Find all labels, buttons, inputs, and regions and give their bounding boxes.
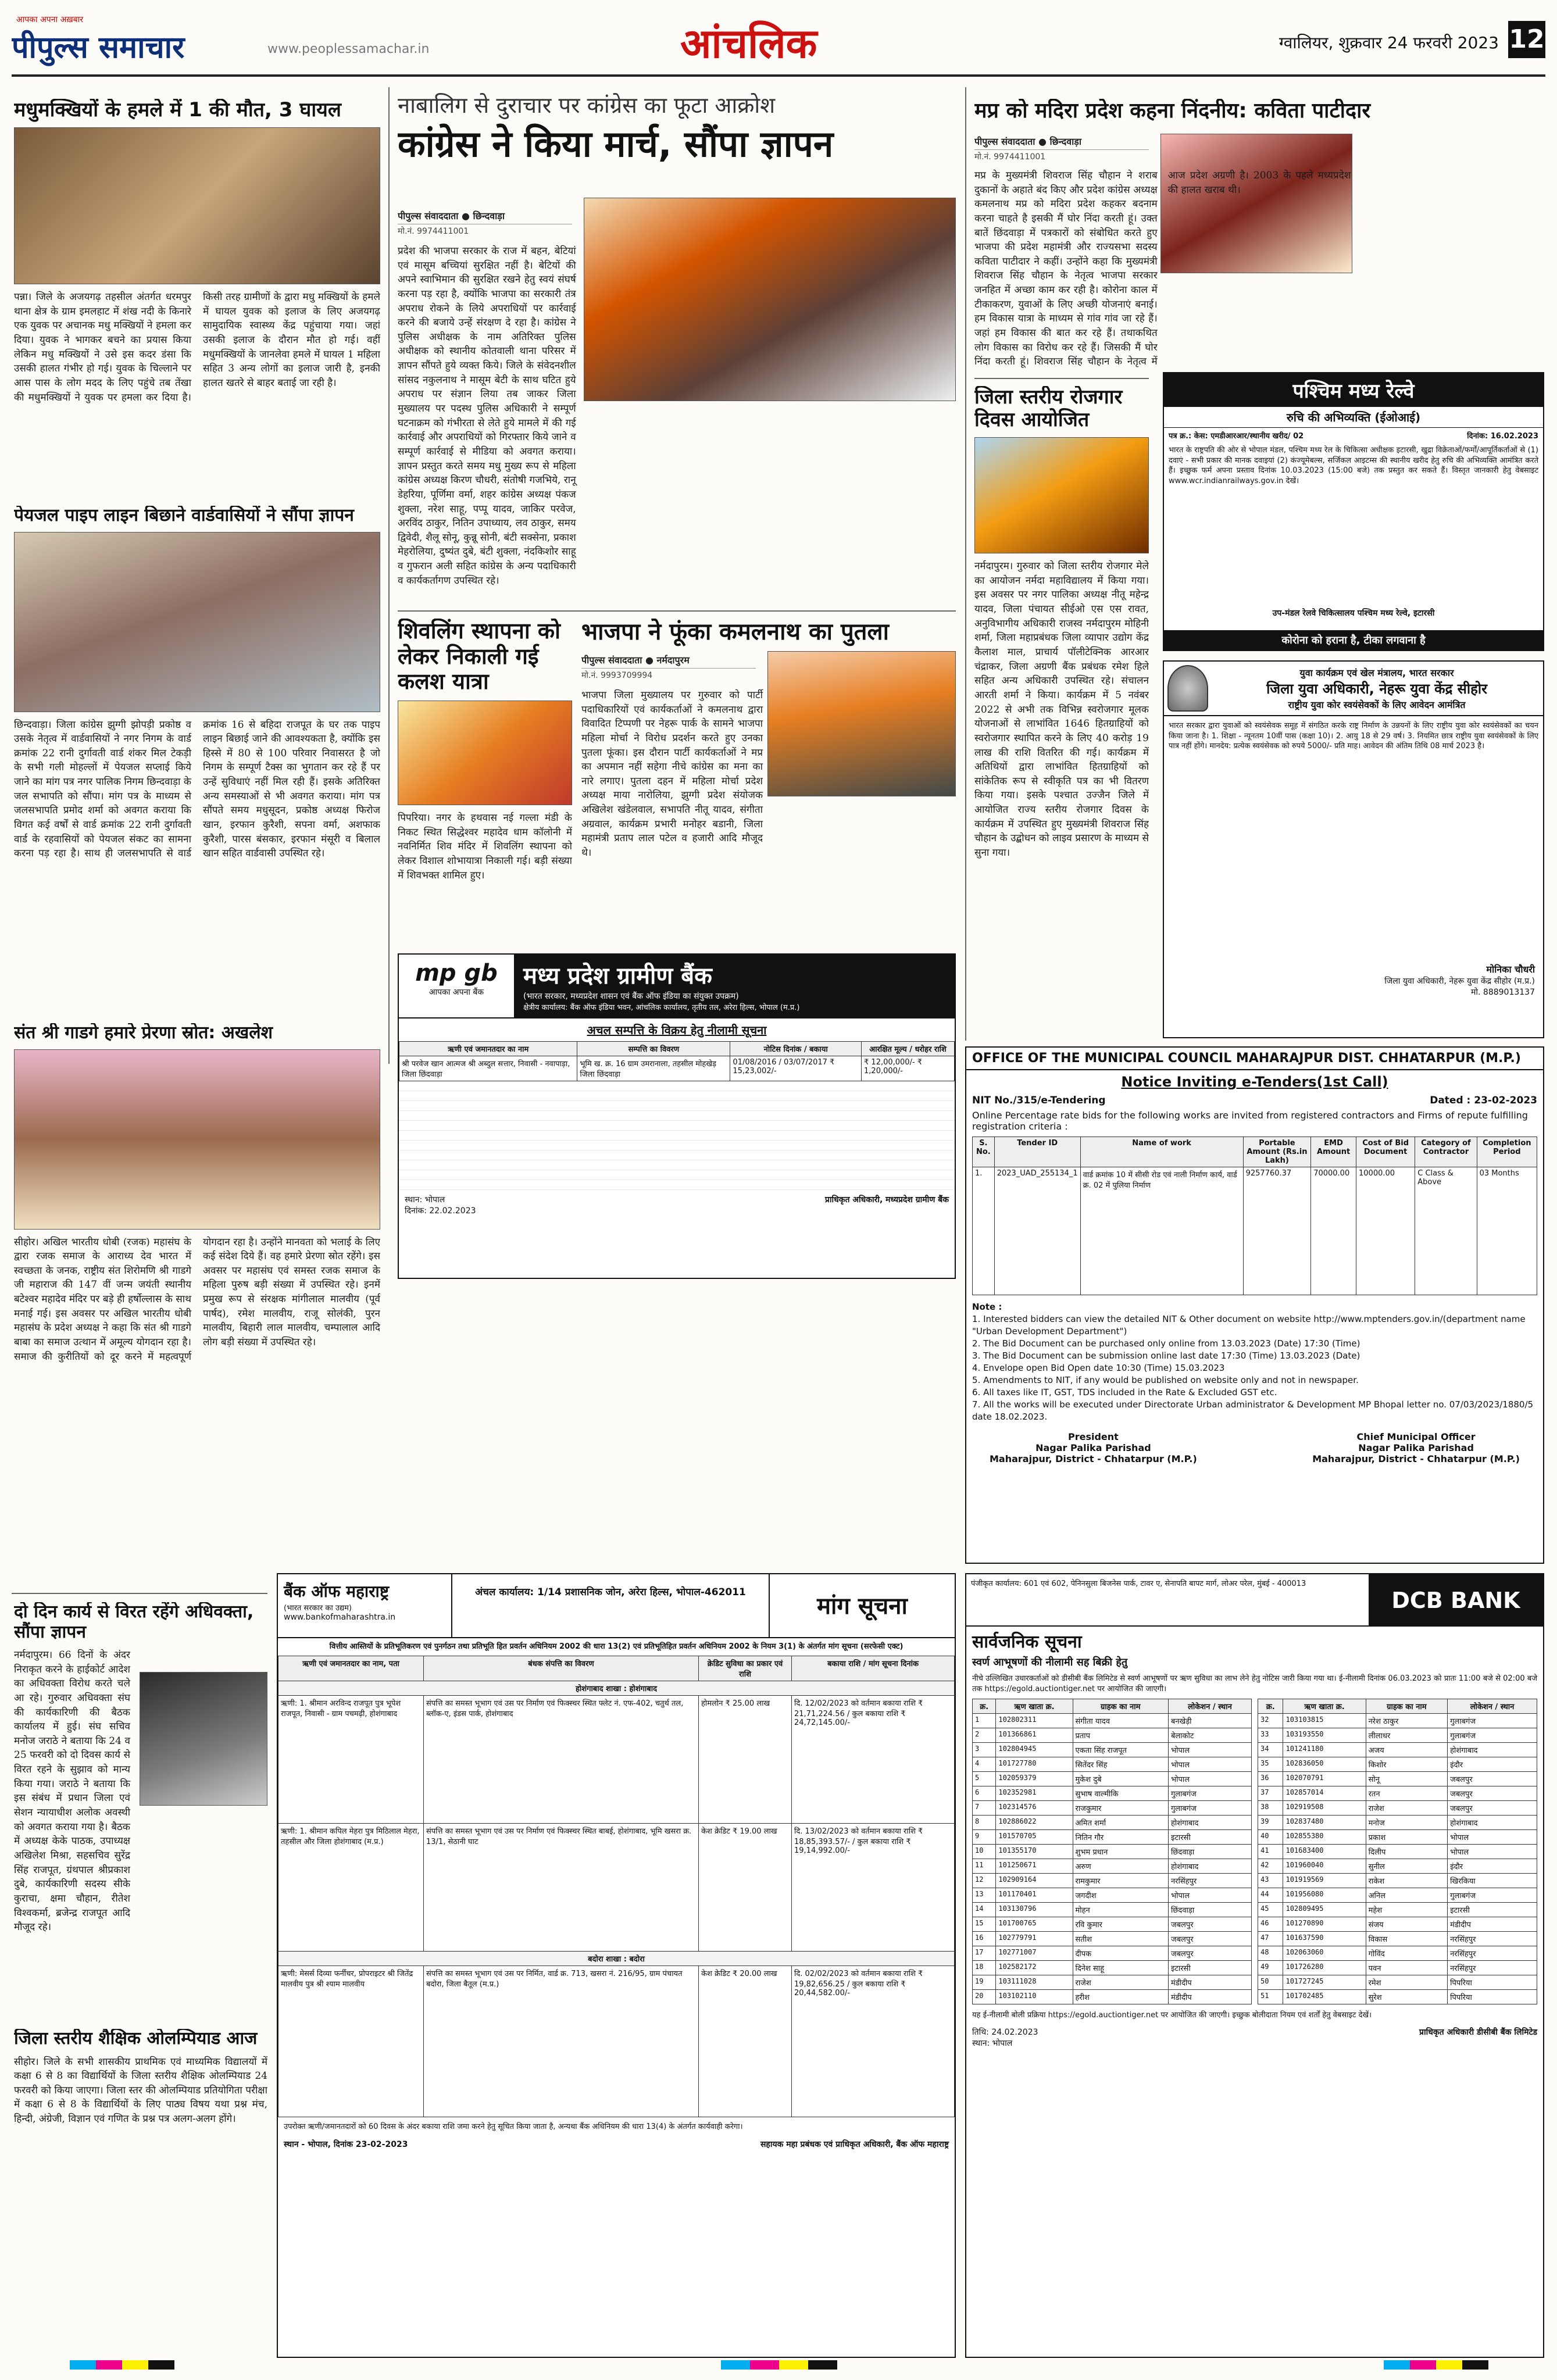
- tender-note: 4. Envelope open Bid Open date 10:30 (Time) 15.03.2023: [972, 1363, 1225, 1373]
- table-row: 3 102804945 एकता सिंह राजपूत भोपाल: [973, 1743, 1252, 1757]
- bank-logo: बैंक ऑफ महाराष्ट्र: [284, 1582, 390, 1601]
- story-kalash-yatra: [398, 619, 572, 944]
- story-body: नर्मदापुरम। 66 दिनों के अंदर निराकृत करने के हाईकोर्ट आदेश का अधिवक्ता विरोध करते चले आ रहे। गुरुवार अधिवक्ता संघ की कार्यकारिणी की बैठक कार्यालय में हुई। संघ सचिव मनोज जराठे ने बताया कि 24 व 25 फरवरी को दो दिवस कार्य से विरत रहने के सुझाव को मान्य किया गया। जराठे ने बताया कि इस संबंध में प्रधान जिला एवं सेशन न्यायाधीश अलोक अवस्थी को अवगत कराया गया है। बैठक में अध्यक्ष केके पाठक, उपाध्यक्ष अखिलेश मिश्रा, सहसचिव सुरेंद्र सिंह राजपूत, ग्रंथपाल श्रीप्रकाश दुबे, कार्यकारिणी सदस्य सीके कुराचा, क्षमा चौहान, रीतेश विश्वकर्मा, ब्रजेन्द्र राजपूत आदि मौजूद रहे।: [14, 1649, 130, 1934]
- table-row: 6 102352981 सुभाष वाल्मीकि गुलाबगंज: [973, 1786, 1252, 1801]
- byline: पीपुल्स संवाददाता ● छिन्दवाड़ा: [398, 209, 572, 224]
- table-row: ऋणी: मेसर्स दिव्या फर्नीचर, प्रोपराइटर श्री जितेंद्र मालवीय पुत्र श्री श्याम मालवीय संपत्ति का समस्त भूभाग एवं उस पर निर्मित, वार्ड क्र. 713, खसरा नं. 216/95, ग्राम पंचायत बदोरा, जिला बैतूल (म.प्र.) केश क्रेडिट ₹ 20.00 लाख दि. 02/02/2023 को वर्तमान बकाया राशि ₹ 19,82,656.25 / कुल बकाया राशि ₹ 20,44,582.00/-: [278, 1966, 955, 2117]
- table-row: 39 102837480 मनोज होशंगाबाद: [1258, 1816, 1537, 1830]
- table-row: 10 101355170 शुभम प्रधान छिंदवाड़ा: [973, 1845, 1252, 1859]
- story-employment-fair: [974, 386, 1149, 1031]
- table-row: 20 103102110 हरीश मंडीदीप: [973, 1990, 1252, 2004]
- story-sant-gadge: [14, 1023, 380, 1570]
- bank-logo: mp gb: [415, 960, 498, 987]
- table-row: 45 102809495 महेश इटारसी: [1258, 1903, 1537, 1917]
- bank-title: मध्य प्रदेश ग्रामीण बैंक: [523, 963, 712, 989]
- story-headline: संत श्री गाडगे हमारे प्रेरणा स्रोत: अखलेश: [14, 1023, 273, 1043]
- story-effigy-burning: [581, 619, 956, 944]
- story-body: मप्र के मुख्यमंत्री शिवराज सिंह चौहान ने शराब दुकानों के अहाते बंद किए और प्रदेश कांग्रेस अध्यक्ष कमलनाथ मप्र को मदिरा प्रदेश कहकर बदनाम करना चाहते है इसकी मैं घोर निंदा करती हूं। उक्त बातें छिंदवाड़ा में पत्रकारों को संबोधित करते हुए भाजपा की प्रदेश महामंत्री और राज्यसभा सदस्य कविता पाटीदार ने कहीं। उन्होंने कहा कि मुख्यमंत्री शिवराज सिंह चौहान के नेतृत्व भाजपा सरकार जनहित में अच्छा काम कर रही है। कोरोना काल में टीकाकरण, युवाओं के लिए अच्छी योजनाएं बनाई। हम विकास यात्रा के माध्यम से गांव गांव जा रहे हैं। जहां हम विकास की बात कर रहे हैं। तथाकथित लोग विकास का विरोध कर रहे हैं। जिसकी मैं घोर निंदा करती हूं। शिवराज सिंह चौहान के नेतृत्व में आज प्रदेश अग्रणी है। 2003 के पहले मध्यप्रदेश की हालत खराब थी।: [974, 170, 1351, 368]
- table-row: 33 103193550 लीलाधर गुलाबगंज: [1258, 1728, 1537, 1743]
- table-row: 49 101726280 पवन नरसिंहपुर: [1258, 1961, 1537, 1975]
- table-row: 8 102886022 अमित शर्मा होशंगाबाद: [973, 1816, 1252, 1830]
- story-headline: दो दिन कार्य से विरत रहेंगे अधिवक्ता, सौंपा ज्ञापन: [14, 1602, 254, 1642]
- table-row: 32 103103815 नरेश ठाकुर गुलाबगंज: [1258, 1714, 1537, 1728]
- story-headline: भाजपा ने फूंका कमलनाथ का पुतला: [581, 619, 889, 645]
- ad-mp-gramin-bank: mp gb आपका अपना बैंक मध्य प्रदेश ग्रामीण बैंक (भारत सरकार, मध्यप्रदेश शासन एवं बैंक ऑफ इंडिया का संयुक्त उपक्रम) क्षेत्रीय कार्यालय: बैंक ऑफ इंडिया भवन, आंचलिक कार्यालय, तृतीय तल, अरेरा हिल्स, भोपाल (म.प्र.) अचल सम्पत्ति के विक्रय हेतु नीलामी सूचना ऋणी एवं जमानतदार का नाम सम्पत्ति का विवरण नोटिस दिनांक / बकाया आरक्षित मूल्य / धरोहर राशि श्री परवेज खान आत्मज श्री अब्दुल सत्तार, निवासी - नवापाड़ा, जिला छिंदवाड़ा भूमि ख. क्र. 16 ग्राम उमरानाला, तहसील मोहखेड़ जिला छिंदवाड़ा 01/08/2016 / 03/07/2017 ₹ 15,23,002/- ₹ 12,00,000/- ₹ 1,20,000/- स्थान: भोपाल दिनांक: 22.02.2023 प्राधिकृत अधिकारी, मध्यप्रदेश ग्रामीण बैंक: [398, 953, 956, 1279]
- auction-table: ऋणी एवं जमानतदार का नाम सम्पत्ति का विवरण नोटिस दिनांक / बकाया आरक्षित मूल्य / धरोहर राशि श्री परवेज खान आत्मज श्री अब्दुल सत्तार, निवासी - नवापाड़ा, जिला छिंदवाड़ा भूमि ख. क्र. 16 ग्राम उमरानाला, तहसील मोहखेड़ जिला छिंदवाड़ा 01/08/2016 / 03/07/2017 ₹ 15,23,002/- ₹ 12,00,000/- ₹ 1,20,000/-: [399, 1041, 955, 1081]
- table-row: 35 102836050 किशोर इंदौर: [1258, 1757, 1537, 1772]
- registration-bar: [70, 2360, 174, 2370]
- table-row: 47 101637590 विकास नरसिंहपुर: [1258, 1932, 1537, 1946]
- table-row: 11 101250671 अरुण होशंगाबाद: [973, 1859, 1252, 1874]
- tender-note: 2. The Bid Document can be purchased only online from 13.03.2023 (Date) 17:30 (Time): [972, 1338, 1360, 1349]
- dcb-logo: DCB BANK: [1369, 1574, 1543, 1625]
- story-bee-attack: [14, 99, 380, 483]
- table-row: 46 101270890 संजय मंडीदीप: [1258, 1917, 1537, 1932]
- story-body: सीहोर। अखिल भारतीय धोबी (रजक) महासंघ के द्वारा रजक समाज के आराध्य देव भारत में स्वच्छता के जनक, राष्ट्रीय संत शिरोमणि श्री गाडगे जी महाराज की 147 वीं जन्म जयंती स्थानीय बटेश्वर महादेव मंदिर पर बड़े ही हर्षोल्लास के साथ मनाई गई। इस अवसर पर अखिल भारतीय धोबी महासंघ के प्रदेश अध्यक्ष ने कहा कि संत श्री गाडगे बाबा का समाज उत्थान में अमूल्य योगदान रहा है। समाज की कुरीतियों को दूर करने में महत्वपूर्ण योगदान रहा है। उन्होंने मानवता को भलाई के लिए कई संदेश दिये हैं। वह हमारे प्रेरणा स्रोत रहेंगे। इस अवसर पर महासंघ एवं समस्त रजक समाज के महिला पुरुष बड़ी संख्या में उपस्थित रहे। इनमें प्रमुख रूप से संरक्षक मांगीलाल मालवीय (पूर्व पार्षद), रमेश मालवीय, राजू सोलंकी, पुरन मालवीय, बिहारी लाल मालवीय, चम्पालाल आदि लोग बड़ी संख्या में उपस्थित रहे।: [14, 1236, 380, 1363]
- tender-table: S. No. Tender ID Name of work Portable Amount (Rs.in Lakh) EMD Amount Cost of Bid Document Category of Contractor Completion Period 1. 2023_UAD_255134_1 वार्ड क्रमांक 10 में सीसी रोड एवं नाली निर्माण कार्य, वार्ड क्र. 02 में पुलिया निर्माण 9257760.37 70000.00 10000.00 C Class & Above 03 Months: [972, 1137, 1537, 1295]
- table-row: 44 101956080 अनिल गुलाबगंज: [1258, 1888, 1537, 1903]
- table-row: 36 102070791 सोनू जबलपुर: [1258, 1772, 1537, 1786]
- story-headline: जिला स्तरीय रोजगार दिवस आयोजित: [974, 386, 1123, 432]
- table-row: 16 102779791 सतीश जबलपुर: [973, 1932, 1252, 1946]
- table-row: 38 102919508 राजेश जबलपुर: [1258, 1801, 1537, 1816]
- masthead-rule: [12, 74, 1545, 77]
- website-link[interactable]: www.peoplessamachar.in: [267, 42, 430, 56]
- story-body: सीहोर। जिले के सभी शासकीय प्राथमिक एवं माध्यमिक विद्यालयों में कक्षा 6 से 8 का विद्यार्थियों के जिला स्तरीय शैक्षिक ओलम्पियाड 24 फरवरी को किया जाएगा। जिला स्तर की ओलम्पियाड प्रतियोगिता परीक्षा में कक्षा 6 से 8 के विद्यार्थियों के लिए पाठ्य विषय यथा प्रश्न मंच, हिन्दी, अंग्रेजी, विज्ञान एवं गणित के प्रश्न पत्र अलग-अलग होंगे।: [14, 2056, 267, 2125]
- tender-office: OFFICE OF THE MUNICIPAL COUNCIL MAHARAJPUR DIST. CHHATARPUR (M.P.): [966, 1048, 1543, 1070]
- story-headline: मधुमक्खियों के हमले में 1 की मौत, 3 घायल: [14, 99, 341, 121]
- byline-phone: मो.नं. 9974411001: [974, 152, 1046, 162]
- story-kicker: नाबालिग से दुराचार पर कांग्रेस का फूटा आक्रोश: [398, 93, 776, 118]
- byline-phone: मो.नं. 9993709994: [581, 671, 653, 680]
- story-headline: कांग्रेस ने किया मार्च, सौंपा ज्ञापन: [398, 122, 834, 165]
- story-body: नर्मदापुरम। गुरुवार को जिला स्तरीय रोजगार मेले का आयोजन नर्मदा महाविद्यालय में किया गया। इस अवसर पर नगर पालिका अध्यक्ष नीतू महेन्द्र यादव, जिला पंचायत सीईओ एस एस रावत, अनुविभागीय अधिकारी राजस्व नर्मदापुरम मोहिनी शर्मा, जिला महाप्रबंधक जिला व्यापार उद्योग केंद्र कैलाश माल, प्राचार्य पॉलीटेक्निक आरआर चंद्राकर, जिला अग्रणी बैंक प्रबंधक रमेश हिले सहित अन्य अधिकारी उपस्थित रहे। संचालन आरती शर्मा ने किया। कार्यक्रम में 5 नवंबर 2022 से अभी तक विभिन्न स्वरोजगार मूलक योजनाओं से लाभांवित 1646 हितग्राहियों को स्वरोजगार स्थापित करने के लिए 40 करोड़ 19 लाख की राशि वितरित की गई। कार्यक्रम में अतिथियों द्वारा लाभांवित हितग्राहियों को सांकेतिक रूप से स्वीकृति पत्र का भी वितरण किया गया। इसके पश्चात उज्जैन जिले में आयोजित राज्य स्तरीय रोजगार दिवस के कार्यक्रम में उपस्थित हुए मुख्यमंत्री शिवराज सिंह चौहान के उद्बोधन को लाइव प्रसारण के माध्यम से सुना गया।: [974, 560, 1149, 859]
- tender-note: 6. All taxes like IT, GST, TDS included in the Rate & Excluded GST etc.: [972, 1387, 1277, 1398]
- photo-kalash-yatra: [398, 701, 572, 805]
- story-body: पन्ना। जिले के अजयगढ़ तहसील अंतर्गत धरमपुर थाना क्षेत्र के ग्राम इमलहाट में शंख नदी के किनारे एक युवक पर अचानक मधु मक्खियों ने हमला कर दिया। युवक ने भागकर बचने का प्रयास किया लेकिन मधु मक्खियों ने उसे इस कदर डंसा कि उसकी हालत गंभीर हो गई। युवक के चिल्लाने पर आस पास के लोग मदद के लिए पहुंचे तब तेंखा की मधुमक्खियों ने युवक पर हमला कर दिया है। किसी तरह ग्रामीणों के द्वारा मधु मक्खियों के हमले में घायल युवक को इलाज के लिए अजयगढ़ सामुदायिक स्वास्थ्य केंद्र पहुंचाया गया। जहां उसकी इलाज के दौरान मौत हो गई। वहीं मधुमक्खियों के जानलेवा हमले में घायल 1 महिला सहित 3 अन्य लोगों का इलाज जारी है, इनकी हालत खतरे से बाहर बताई जा रही है।: [14, 291, 380, 403]
- table-row: 15 101700765 रवि कुमार जबलपुर: [973, 1917, 1252, 1932]
- tender-title: Notice Inviting e-Tenders(1st Call): [1121, 1074, 1388, 1090]
- demand-table: ऋणी एवं जमानतदार का नाम, पता बंधक संपत्ति का विवरण क्रेडिट सुविधा का प्रकार एवं राशि बकाया राशि / मांग सूचना दिनांक होशंगाबाद शाखा : होशंगाबाद ऋणी: 1. श्रीमान अरविन्द राजपूत पुत्र भूपेश राजपूत, निवासी - ग्राम पचमढ़ी, होशंगाबाद संपत्ति का समस्त भूभाग एवं उस पर निर्माण एवं फिक्स्चर स्थित फ्लेट नं. एफ-402, चतुर्थ तल, ब्लॉक-ए, इंडस पार्क, होशंगाबाद होमलोन ₹ 25.00 लाख दि. 12/02/2023 को वर्तमान बकाया राशि ₹ 21,71,224.56 / कुल बकाया राशि ₹ 24,72,145.00/- ऋणी: 1. श्रीमान कपिल मेहरा पुत्र मिठिलाल मेहरा, तहसील और जिला होशंगाबाद (म.प्र.) संपत्ति का समस्त भूभाग एवं उस पर निर्माण एवं फिक्स्चर स्थित बाबई, होशंगाबाद, भूमि खसरा क्र. 13/1, सेठानी घाट केश क्रेडिट ₹ 19.00 लाख दि. 13/02/2023 को वर्तमान बकाया राशि ₹ 18,85,393.57/- / कुल बकाया राशि ₹ 19,14,992.00/- बदोरा शाखा : बदोरा ऋणी: मेसर्स दिव्या फर्नीचर, प्रोपराइटर श्री जितेंद्र मालवीय पुत्र श्री श्याम मालवीय संपत्ति का समस्त भूभाग एवं उस पर निर्मित, वार्ड क्र. 713, खसरा नं. 216/95, ग्राम पंचायत बदोरा, जिला बैतूल (म.प्र.) केश क्रेडिट ₹ 20.00 लाख दि. 02/02/2023 को वर्तमान बकाया राशि ₹ 19,82,656.25 / कुल बकाया राशि ₹ 20,44,582.00/-: [278, 1656, 955, 2117]
- table-row: ऋणी: 1. श्रीमान अरविन्द राजपूत पुत्र भूपेश राजपूत, निवासी - ग्राम पचमढ़ी, होशंगाबाद संपत्ति का समस्त भूभाग एवं उस पर निर्माण एवं फिक्स्चर स्थित फ्लेट नं. एफ-402, चतुर्थ तल, ब्लॉक-ए, इंडस पार्क, होशंगाबाद होमलोन ₹ 25.00 लाख दि. 12/02/2023 को वर्तमान बकाया राशि ₹ 21,71,224.56 / कुल बकाया राशि ₹ 24,72,145.00/-: [278, 1695, 955, 1823]
- table-row: 19 103111028 राजेश मंडीदीप: [973, 1975, 1252, 1990]
- notice-title: सार्वजनिक सूचना: [972, 1632, 1082, 1652]
- tender-note: 1. Interested bidders can view the detailed NIT & Other document on website http://www.mptenders.gov.in/(department name "Urban Development Department"): [972, 1314, 1526, 1336]
- railway-slogan: कोरोना को हराना है, टीका लगवाना है: [1164, 630, 1543, 650]
- page-number: 12: [1508, 21, 1545, 58]
- table-row: 34 101241180 अजय होशंगाबाद: [1258, 1743, 1537, 1757]
- ad-municipal-tender: OFFICE OF THE MUNICIPAL COUNCIL MAHARAJPUR DIST. CHHATARPUR (M.P.) Notice Inviting e-Tenders(1st Call) NIT No./315/e-Tendering Dated : 23-02-2023 Online Percentage rate bids for the following works are invited from registered contractors and Firms of repute fulfilling registration criteria : S. No. Tender ID Name of work Portable Amount (Rs.in Lakh) EMD Amount Cost of Bid Document Category of Contractor Completion Period 1. 2023_UAD_255134_1 वार्ड क्रमांक 10 में सीसी रोड एवं नाली निर्माण कार्य, वार्ड क्र. 02 में पुलिया निर्माण 9257760.37 70000.00 10000.00 C Class & Above 03 Months Note : 1. Interested bidders can view the detailed NIT & Other document on website http://www.mptenders.gov.in/(department name "Urban Development Department") 2. The Bid Document can be purchased only online from 13.03.2023 (Date) 17:30 (Time) 3. The Bid Document can be submission online last date 17:30 (Time) 13.03.2023 (Date) 4. Envelope open Bid Open date 10:30 (Time) 15.03.2023 5. Amendments to NIT, if any would be published on website only and not in newspaper. 6. All taxes like IT, GST, TDS included in the Rate & Excluded GST etc. 7. All the works will be executed under Directorate Urban administrator & Development MP Bhopal letter no. 07/03/2023/1880/5 date 18.02.2023. President Nagar Palika Parishad Maharajpur, District - Chhatarpur (M.P.) Chief Municipal Officer Nagar Palika Parishad Maharajpur, District - Chhatarpur (M.P.): [965, 1046, 1544, 1564]
- story-body: छिन्दवाड़ा। जिला कांग्रेस झुग्गी झोपड़ी प्रकोष्ठ व उसके नेतृत्व में वार्डवासियों ने नगर निगम के वार्ड क्रमांक 22 रानी दुर्गावती वार्ड शंकर मिल टेकड़ी के सभी गली मोहल्लों में पेयजल सप्लाई किये जाने का मांग पत्र नगर पालिक निगम छिन्दवाड़ा के जल सभापति को सौंपा। मांग पत्र के माध्यम से जलसभापति प्रमोद शर्मा को अवगत कराया कि विगत कई वर्षों से वार्ड क्रमांक 22 रानी दुर्गावती वार्ड के रहवासियों को पेयजल संकट का सामना करना पड़ रहा है। साथ ही जलसभापति से वार्ड क्रमांक 16 से बहिदा राजपूत के घर तक पाइप लाइन बिछाई जाने की आवश्यकता है, क्योंकि इस हिस्से में 80 से 100 परिवार निवासरत है जो निगम के सम्पूर्ण टैक्स का भुगतान कर रहे हैं पर उन्हें सुविधाएं नहीं मिल रही हैं। इसके अतिरिक्त अन्य समस्याओं से भी अवगत कराया। मांग पत्र सौंपते समय मधुसूदन, प्रकोष्ठ अध्यक्ष फिरोज खान, इरफान कुरैशी, सपना वर्मा, अशफाक कुरैशी, पारस बंसकार, इरफान मंसूरी व बिलाल खान सहित वार्डवासी उपस्थित रहे।: [14, 719, 380, 860]
- table-row: 13 101170401 जगदीश भोपाल: [973, 1888, 1252, 1903]
- notice-title: अचल सम्पत्ति के विक्रय हेतु नीलामी सूचना: [587, 1023, 767, 1037]
- story-headline: जिला स्तरीय शैक्षिक ओलम्पियाड आज: [14, 2029, 258, 2049]
- photo-employment-fair: [974, 437, 1149, 553]
- photo-sant-gadge-event: [14, 1049, 380, 1230]
- ad-bank-of-maharashtra: बैंक ऑफ महाराष्ट्र (भारत सरकार का उद्यम) www.bankofmaharashtra.in अंचल कार्यालय: 1/14 प्रशासनिक जोन, अरेरा हिल्स, भोपाल-462011 मांग सूचना वित्तीय आस्तियों के प्रतिभूतिकरण एवं पुनर्गठन तथा प्रतिभूति हित प्रवर्तन अधिनियम 2002 की धारा 13(2) एवं प्रतिभूतिहित प्रवर्तन अधिनियम 2002 के नियम 3(1) के अंतर्गत मांग सूचना (सरफेसी एक्ट) ऋणी एवं जमानतदार का नाम, पता बंधक संपत्ति का विवरण क्रेडिट सुविधा का प्रकार एवं राशि बकाया राशि / मांग सूचना दिनांक होशंगाबाद शाखा : होशंगाबाद ऋणी: 1. श्रीमान अरविन्द राजपूत पुत्र भूपेश राजपूत, निवासी - ग्राम पचमढ़ी, होशंगाबाद संपत्ति का समस्त भूभाग एवं उस पर निर्माण एवं फिक्स्चर स्थित फ्लेट नं. एफ-402, चतुर्थ तल, ब्लॉक-ए, इंडस पार्क, होशंगाबाद होमलोन ₹ 25.00 लाख दि. 12/02/2023 को वर्तमान बकाया राशि ₹ 21,71,224.56 / कुल बकाया राशि ₹ 24,72,145.00/- ऋणी: 1. श्रीमान कपिल मेहरा पुत्र मिठिलाल मेहरा, तहसील और जिला होशंगाबाद (म.प्र.) संपत्ति का समस्त भूभाग एवं उस पर निर्माण एवं फिक्स्चर स्थित बाबई, होशंगाबाद, भूमि खसरा क्र. 13/1, सेठानी घाट केश क्रेडिट ₹ 19.00 लाख दि. 13/02/2023 को वर्तमान बकाया राशि ₹ 18,85,393.57/- / कुल बकाया राशि ₹ 19,14,992.00/- बदोरा शाखा : बदोरा ऋणी: मेसर्स दिव्या फर्नीचर, प्रोपराइटर श्री जितेंद्र मालवीय पुत्र श्री श्याम मालवीय संपत्ति का समस्त भूभाग एवं उस पर निर्मित, वार्ड क्र. 713, खसरा नं. 216/95, ग्राम पंचायत बदोरा, जिला बैतूल (म.प्र.) केश क्रेडिट ₹ 20.00 लाख दि. 02/02/2023 को वर्तमान बकाया राशि ₹ 19,82,656.25 / कुल बकाया राशि ₹ 20,44,582.00/- उपरोक्त ऋणी/जमानतदारों को 60 दिवस के अंदर बकाया राशि जमा करने हेतु सूचित किया जाता है, अन्यथा बैंक अधिनियम की धारा 13(4) के अंतर्गत कार्यवाही करेगा। स्थान - भोपाल, दिनांक 23-02-2023 सहायक महा प्रबंधक एवं प्राधिकृत अधिकारी, बैंक ऑफ महाराष्ट्र: [277, 1573, 956, 2358]
- table-row: ऋणी: 1. श्रीमान कपिल मेहरा पुत्र मिठिलाल मेहरा, तहसील और जिला होशंगाबाद (म.प्र.) संपत्ति का समस्त भूभाग एवं उस पर निर्माण एवं फिक्स्चर स्थित बाबई, होशंगाबाद, भूमि खसरा क्र. 13/1, सेठानी घाट केश क्रेडिट ₹ 19.00 लाख दि. 13/02/2023 को वर्तमान बकाया राशि ₹ 18,85,393.57/- / कुल बकाया राशि ₹ 19,14,992.00/-: [278, 1823, 955, 1951]
- table-row: 7 102314576 राजकुमार गुलाबगंज: [973, 1801, 1252, 1816]
- table-row: 14 103130796 मोहन छिंदवाड़ा: [973, 1903, 1252, 1917]
- table-row: 17 102771007 दीपक जबलपुर: [973, 1946, 1252, 1961]
- table-row: 1. 2023_UAD_255134_1 वार्ड क्रमांक 10 में सीसी रोड एवं नाली निर्माण कार्य, वार्ड क्र. 02 में पुलिया निर्माण 9257760.37 70000.00 10000.00 C Class & Above 03 Months: [973, 1167, 1537, 1295]
- photo-pipeline-memo: [14, 532, 380, 712]
- registration-bar: [1384, 2360, 1488, 2370]
- story-body: भाजपा जिला मुख्यालय पर गुरुवार को पार्टी पदाधिकारियों एवं कार्यकर्ताओं ने कमलनाथ द्वारा विवादित टिप्पणी पर नेहरू पार्क के सामने भाजपा महिला मोर्चा ने विरोध प्रदर्शन करते हुए उनका पुतला फूंका। इस दौरान पार्टी कार्यकर्ताओं ने मप्र का अपमान नहीं सहेगा नीचे कांग्रेस का मना का नारे लगाए। पुतला दहन में महिला मोर्चा प्रदेश अध्यक्ष माया नारोलिया, झुग्गी प्रदेश संयोजक अखिलेश खंडेलवाल, सभापति नीतू यादव, संगीता अग्रवाल, कार्यक्रम प्रभारी मनोहर बडानी, जिला महामंत्री प्रताप लाल पटेल व हजारी आदि मौजूद थे।: [581, 689, 763, 859]
- byline-phone: मो.नं. 9974411001: [398, 227, 469, 236]
- story-advocates-strike: [14, 1602, 267, 2021]
- story-headline: शिवलिंग स्थापना को लेकर निकाली गई कलश यात्रा: [398, 619, 560, 695]
- ad-nehru-yuva-kendra: युवा कार्यक्रम एवं खेल मंत्रालय, भारत सरकार जिला युवा अधिकारी, नेहरू युवा केंद्र सीहोर राष्ट्रीय युवा कोर स्वयंसेवकों के लिए आवेदन आमंत्रित भारत सरकार द्वारा युवाओं को स्वयंसेवक समूह में संगठित करके राष्ट्र निर्माण के उन्नयनों के लिए राष्ट्रीय युवा कोर स्वयंसेवकों का चयन किया जाना है। 1. शिक्षा - न्यूनतम 10वीं पास (कक्षा 10)। 2. आयु 18 से 29 वर्ष। 3. नियमित छात्र राष्ट्रीय युवा स्वयंसेवकों के लिए पात्र नहीं होंगे। मानदेय: प्रत्येक स्वयंसेवक को रुपये 5000/- प्रति माह। आवेदन की अंतिम तिथि 08 मार्च 2023 है। मोनिका चौधरी जिला युवा अधिकारी, नेहरू युवा केंद्र सीहोर (म.प्र.) मो. 8889013137: [1163, 660, 1544, 1038]
- table-row: 18 102582172 दिनेश साहू इटारसी: [973, 1961, 1252, 1975]
- emblem-icon: [1167, 665, 1208, 712]
- dateline: ग्वालियर, शुक्रवार 24 फरवरी 2023: [1279, 33, 1499, 52]
- gold-loan-table-right: क्र. ऋण खाता क्र. ग्राहक का नाम लोकेशन / स्थान 32 103103815 नरेश ठाकुर गुलाबगंज 33 103193550 लीलाधर गुलाबगंज 34 101241180 अजय होशंगाबाद 35 102836050 किशोर इंदौर 36 102070791 सोनू जबलपुर 37 102857014 रतन जबलपुर 38 102919508 राजेश जबलपुर 39 102837480 मनोज होशंगाबाद 40 102855380 प्रकाश भोपाल 41 101683400 दिलीप भोपाल 42 101960040 सुनील इंदौर 43 101919569 राकेश खिरकिया 44 101956080 अनिल गुलाबगंज 45 102809495 महेश इटारसी 46 101270890 संजय मंडीदीप 47 101637590 विकास नरसिंहपुर 48 102063060 गोविंद नरसिंहपुर 49 101726280 पवन नरसिंहपुर 50 101727245 रमेश पिपरिया 51 101702485 सुरेश पिपरिया: [1258, 1699, 1537, 2004]
- tender-note: 3. The Bid Document can be submission online last date 17:30 (Time) 13.03.2023 (Date): [972, 1350, 1360, 1361]
- paper-tagline: आपका अपना अख़बार: [16, 15, 84, 24]
- table-row: 41 101683400 दिलीप भोपाल: [1258, 1845, 1537, 1859]
- notice-title: मांग सूचना: [769, 1574, 955, 1637]
- table-row: 2 101366861 प्रताप बेलाकोट: [973, 1728, 1252, 1743]
- table-row: 43 101919569 राकेश खिरकिया: [1258, 1874, 1537, 1888]
- table-row: 51 101702485 सुरेश पिपरिया: [1258, 1990, 1537, 2004]
- photo-advocates: [140, 1672, 267, 1806]
- table-row: 48 102063060 गोविंद नरसिंहपुर: [1258, 1946, 1537, 1961]
- section-title: आंचलिक: [680, 20, 817, 67]
- table-row: 9 101570705 नितिन गौर इटारसी: [973, 1830, 1252, 1845]
- masthead: [12, 12, 1545, 77]
- table-row: 42 101960040 सुनील इंदौर: [1258, 1859, 1537, 1874]
- story-olympiad: [14, 2029, 267, 2354]
- table-row: श्री परवेज खान आत्मज श्री अब्दुल सत्तार, निवासी - नवापाड़ा, जिला छिंदवाड़ा भूमि ख. क्र. 16 ग्राम उमरानाला, तहसील मोहखेड़ जिला छिंदवाड़ा 01/08/2016 / 03/07/2017 ₹ 15,23,002/- ₹ 12,00,000/- ₹ 1,20,000/-: [399, 1056, 955, 1081]
- story-headline: मप्र को मदिरा प्रदेश कहना निंदनीय: कविता पाटीदार: [974, 99, 1371, 123]
- table-row: 50 101727245 रमेश पिपरिया: [1258, 1975, 1537, 1990]
- photo-bee-attack: [14, 127, 380, 284]
- ad-dcb-bank: पंजीकृत कार्यालय: 601 एवं 602, पेनिनसुला बिजनेस पार्क, टावर ए, सेनापति बापट मार्ग, लोअर परेल, मुंबई - 400013 DCB BANK सार्वजनिक सूचना स्वर्ण आभूषणों की नीलामी सह बिक्री हेतु नीचे उल्लिखित उधारकर्ताओं को डीसीबी बैंक लिमिटेड से स्वर्ण आभूषणों पर ऋण सुविधा का लाभ लेने हेतु नोटिस जारी किया गया था। ई-नीलामी दिनांक 06.03.2023 को प्रातः 11:00 बजे से 02:00 बजे तक https://egold.auctiontiger.net पर आयोजित की जाएगी। क्र. ऋण खाता क्र. ग्राहक का नाम लोकेशन / स्थान 1 102802311 संगीता यादव बनखेड़ी 2 101366861 प्रताप बेलाकोट 3 102804945 एकता सिंह राजपूत भोपाल 4 101727780 सितेंदर सिंह भोपाल 5 102059379 मुकेश दुबे भोपाल 6 102352981 सुभाष वाल्मीकि गुलाबगंज 7 102314576 राजकुमार गुलाबगंज 8 102886022 अमित शर्मा होशंगाबाद 9 101570705 नितिन गौर इटारसी 10 101355170 शुभम प्रधान छिंदवाड़ा 11 101250671 अरुण होशंगाबाद 12 102909164 रामकुमार नरसिंहपुर 13 101170401 जगदीश भोपाल 14 103130796 मोहन छिंदवाड़ा 15 101700765 रवि कुमार जबलपुर 16 102779791 सतीश जबलपुर 17 102771007 दीपक जबलपुर 18 102582172 दिनेश साहू इटारसी 19 103111028 राजेश मंडीदीप 20 103102110 हरीश मंडीदीप क्र. ऋण खाता क्र. ग्राहक का नाम लोकेशन / स्थान 32 103103815 नरेश ठाकुर गुलाबगंज 33 103193550 लीलाधर गुलाबगंज 34 101241180 अजय होशंगाबाद 35 102836050 किशोर इंदौर 36 102070791 सोनू जबलपुर 37 102857014 रतन जबलपुर 38 102919508 राजेश जबलपुर 39 102837480 मनोज होशंगाबाद 40 102855380 प्रकाश भोपाल 41 101683400 दिलीप भोपाल 42 101960040 सुनील इंदौर 43 101919569 राकेश खिरकिया 44 101956080 अनिल गुलाबगंज 45 102809495 महेश इटारसी 46 101270890 संजय मंडीदीप 47 101637590 विकास नरसिंहपुर 48 102063060 गोविंद नरसिंहपुर 49 101726280 पवन नरसिंहपुर 50 101727245 रमेश पिपरिया 51 101702485 सुरेश पिपरिया यह ई-नीलामी बोली प्रक्रिया https://egold.auctiontiger.net पर आयोजित की जाएगी। इच्छुक बोलीदाता नियम एवं शर्तों हेतु वेबसाइट देखें। तिथि: 24.02.2023 स्थान: भोपाल प्राधिकृत अधिकारी डीसीबी बैंक लिमिटेड: [965, 1573, 1544, 2358]
- story-kavita-patidar: [974, 99, 1544, 372]
- story-headline: पेयजल पाइप लाइन बिछाने वार्डवासियों ने सौंपा ज्ञापन: [14, 506, 354, 526]
- story-body: प्रदेश की भाजपा सरकार के राज में बहन, बेटियां एवं मासूम बच्चियां सुरक्षित नहीं है। बेटियों की अपने स्वाभिमान की सुरक्षित रखने हेतु स्वयं संघर्ष करना पड़ रहा है, क्योंकि भाजपा का सरकारी तंत्र अपराध रोकने के लिये अपराधियों पर कार्रवाई करने की बजाये उन्हें संरक्षण दे रहा है। कांग्रेस ने पुलिस अधीक्षक के नाम अतिरिक्त पुलिस अधीक्षक को स्थानीय कोतवाली थाना परिसर में ज्ञापन सौंपते हुये व्यक्त किये। जिले के संवेदनशील सांसद नकुलनाथ ने मासूम बेटी के साथ घटित हुये अपराध पर संज्ञान लिया तब जाकर जिला मुख्यालय पर पदस्थ पुलिस अधिकारी ने सम्पूर्ण घटनाक्रम को गंभीरता से लेते हुये मामले में की गई कार्रवाई और अपराधियों को गिरफ्तार किये जाने व सम्पूर्ण कार्रवाई से मीडिया को अवगत कराया। ज्ञापन प्रस्तुत करते समय मधु मुख्य रूप से महिला कांग्रेस अध्यक्ष किरण चौधरी, संतोषी गजभिये, रानू डेहरिया, पूर्णिमा वर्मा, शहर कांग्रेस अध्यक्ष पंकज शुक्ला, नरेश साहू, पप्पू यादव, जाकिर परवेज, अरविंद ठाकुर, नितिन उपाध्याय, लव ठाकुर, समय द्विवेदी, शैलू सोनू, कुन्नू सोनी, बंटी सक्सेना, प्रकाश मेहरोलिया, दुष्यंत दुबे, बंटी शुक्ला, नंदकिशोर साहू व गुफरान अली सहित कांग्रेस के अन्य पदाधिकारी व कार्यकर्तागण उपस्थित रहे।: [398, 245, 576, 587]
- story-congress-march: [398, 93, 956, 605]
- table-row: 40 102855380 प्रकाश भोपाल: [1258, 1830, 1537, 1845]
- byline: पीपुल्स संवाददाता ● नर्मदापुरम: [581, 653, 756, 669]
- table-row: 4 101727780 सितेंदर सिंह भोपाल: [973, 1757, 1252, 1772]
- ad-west-central-railway: पश्चिम मध्य रेल्वे रुचि की अभिव्यक्ति (ईओआई) पत्र क्र.: केस: एमडीआरआर/स्थानीय खरीद/ 02 दिनांक: 16.02.2023 भारत के राष्ट्रपति की ओर से भोपाल मंडल, पश्चिम मध्य रेल के चिकित्सा अधीक्षक इटारसी, खुद्रा विक्रेताओं/फर्मों/आपूर्तिकर्ताओं से (1) दवाएं - सभी प्रकार की मानक दवाइयां (2) कंज्यूमेबल्स, सर्जिकल आइटम्स की स्थानीय खरीद हेतु रुचि की अभिव्यक्ति आमंत्रित करते हैं। इच्छुक फर्म अपना प्रस्ताव दिनांक 10.03.2023 (15:00 बजे) तक प्रस्तुत कर सकते हैं। विस्तृत जानकारी हेतु वेबसाइट www.wcr.indianrailways.gov.in देखें। उप-मंडल रेलवे चिकित्सालय पश्चिम मध्य रेल्वे, इटारसी कोरोना को हराना है, टीका लगवाना है: [1163, 372, 1544, 651]
- table-row: 1 102802311 संगीता यादव बनखेड़ी: [973, 1714, 1252, 1728]
- gold-loan-table-left: क्र. ऋण खाता क्र. ग्राहक का नाम लोकेशन / स्थान 1 102802311 संगीता यादव बनखेड़ी 2 101366861 प्रताप बेलाकोट 3 102804945 एकता सिंह राजपूत भोपाल 4 101727780 सितेंदर सिंह भोपाल 5 102059379 मुकेश दुबे भोपाल 6 102352981 सुभाष वाल्मीकि गुलाबगंज 7 102314576 राजकुमार गुलाबगंज 8 102886022 अमित शर्मा होशंगाबाद 9 101570705 नितिन गौर इटारसी 10 101355170 शुभम प्रधान छिंदवाड़ा 11 101250671 अरुण होशंगाबाद 12 102909164 रामकुमार नरसिंहपुर 13 101170401 जगदीश भोपाल 14 103130796 मोहन छिंदवाड़ा 15 101700765 रवि कुमार जबलपुर 16 102779791 सतीश जबलपुर 17 102771007 दीपक जबलपुर 18 102582172 दिनेश साहू इटारसी 19 103111028 राजेश मंडीदीप 20 103102110 हरीश मंडीदीप: [972, 1699, 1252, 2004]
- paper-name: पीपुल्स समाचार: [12, 30, 185, 65]
- byline: पीपुल्स संवाददाता ● छिन्दवाड़ा: [974, 135, 1149, 150]
- story-body: पिपरिया। नगर के हथवास नई गल्ला मंडी के निकट स्थित सिद्धेश्वर महादेव धाम कॉलोनी में नवनिर्मित शिव मंदिर में शिवलिंग स्थापना को लेकर विशाल शोभायात्रा निकाली गई। बड़ी संख्या में शिवभक्त शामिल हुए।: [398, 812, 572, 881]
- registration-bar: [721, 2360, 837, 2370]
- tender-note: 5. Amendments to NIT, if any would be published on website only and not in newspaper.: [972, 1375, 1359, 1385]
- story-water-pipeline: [14, 506, 380, 1000]
- table-row: 37 102857014 रतन जबलपुर: [1258, 1786, 1537, 1801]
- table-row: 5 102059379 मुकेश दुबे भोपाल: [973, 1772, 1252, 1786]
- railway-title: पश्चिम मध्य रेल्वे: [1164, 373, 1543, 407]
- table-row: 12 102909164 रामकुमार नरसिंहपुर: [973, 1874, 1252, 1888]
- tender-note: 7. All the works will be executed under Directorate Urban administrator & Development MP Bhopal letter no. 07/03/2023/1880/5 date 18.02.2023.: [972, 1399, 1534, 1422]
